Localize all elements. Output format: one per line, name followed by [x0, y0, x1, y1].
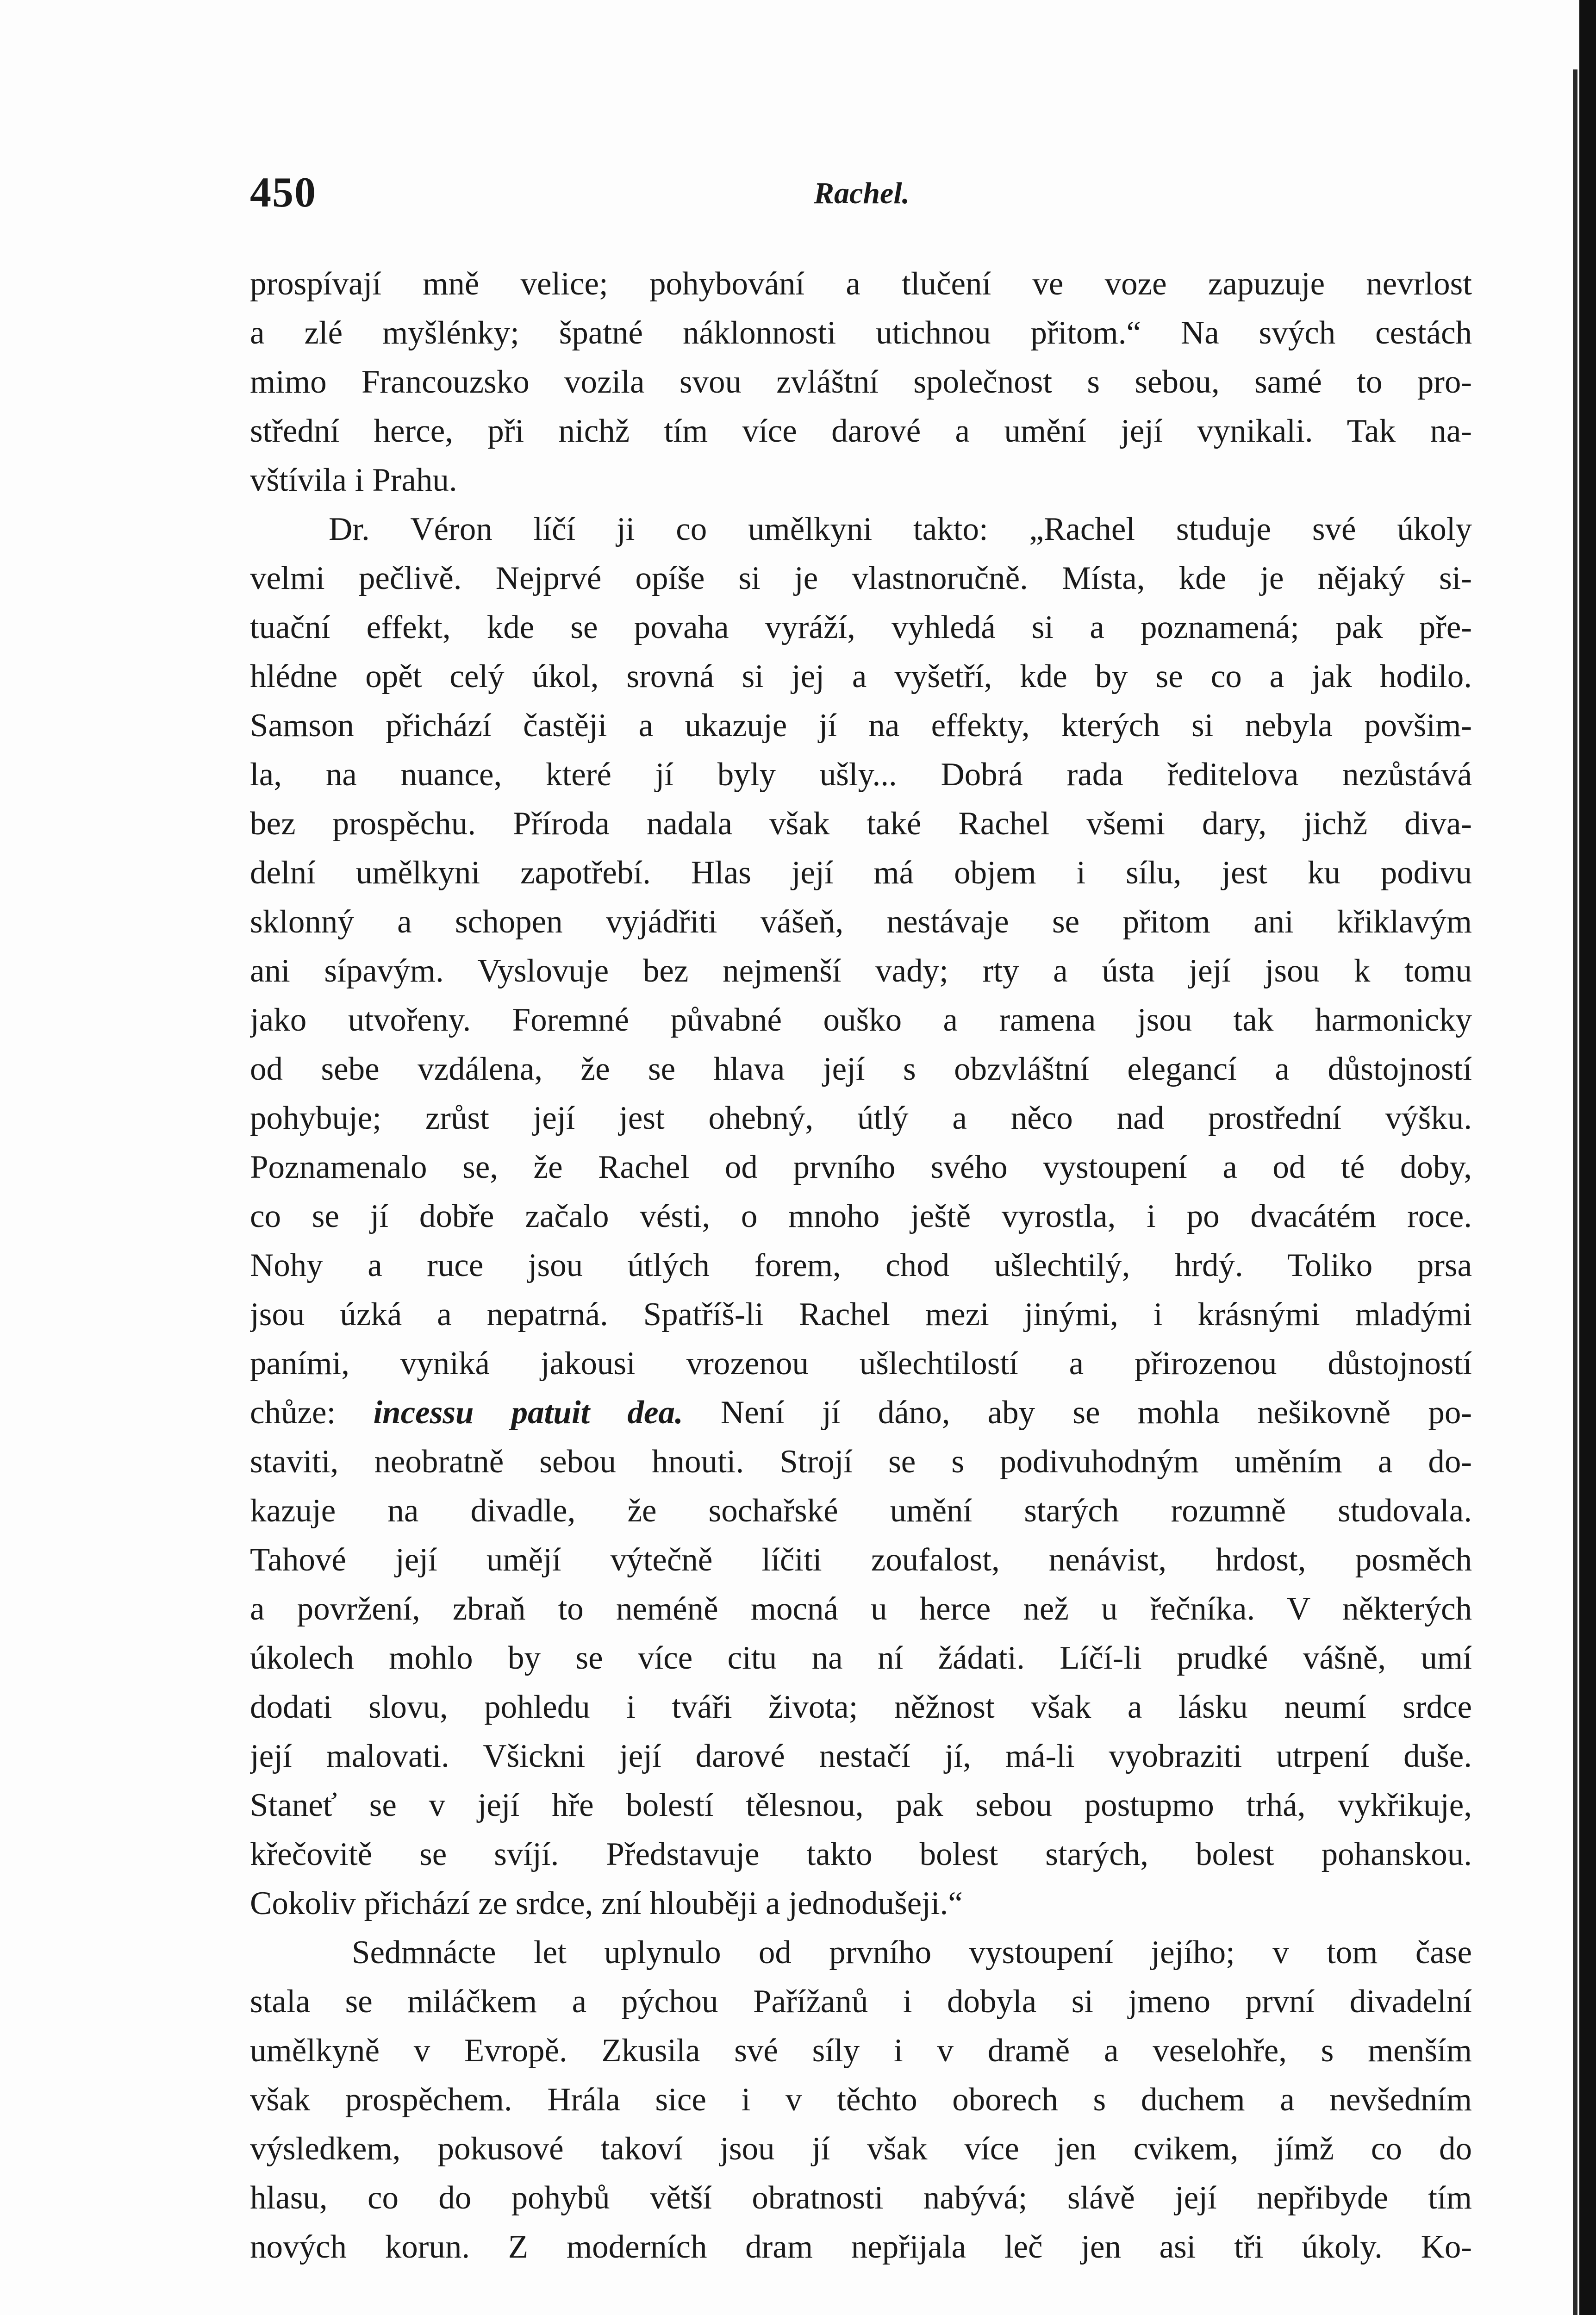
text-line: Cokoliv přichází ze srdce, zní hlouběji a jednodušeji.“ — [250, 1885, 963, 1921]
text-line: sklonný a schopen vyjádřiti vášeň, nestávaje se přitom ani křiklavým — [250, 904, 1472, 940]
body-text — [250, 259, 1472, 2271]
text-line: jsou úzká a nepatrná. Spatříš-li Rachel mezi jinými, i krásnými mladými — [250, 1296, 1472, 1333]
text-line: Poznamenalo se, že Rachel od prvního svého vystoupení a od té doby, — [250, 1149, 1472, 1185]
text-segment: chůze: — [250, 1395, 374, 1431]
text-line: pohybuje; zrůst její jest ohebný, útlý a něco nad prostřední výšku. — [250, 1100, 1472, 1136]
text-line: jako utvořeny. Foremné půvabné ouško a ramena jsou tak harmonicky — [250, 1002, 1472, 1038]
text-line: Tahové její umějí výtečně líčiti zoufalost, nenávist, hrdost, posměch — [250, 1542, 1472, 1578]
page-number: 450 — [250, 169, 317, 216]
text-line: stala se miláčkem a pýchou Pařížanů i dobyla si jmeno první divadelní — [250, 1983, 1472, 2020]
text-line: kazuje na divadle, že sochařské umění starých rozumně studovala. — [250, 1493, 1472, 1529]
text-line: paními, vyniká jakousi vrozenou ušlechtilostí a přirozenou důstojností — [250, 1345, 1472, 1382]
text-line: její malovati. Všickni její darové nestačí jí, má-li vyobraziti utrpení duše. — [250, 1738, 1472, 1774]
text-line: prospívají mně velice; pohybování a tlučení ve voze zapuzuje nevrlost — [250, 266, 1472, 302]
page-edge-shadow — [1579, 0, 1596, 2315]
text-line: výsledkem, pokusové takoví jsou jí však více jen cvikem, jímž co do — [250, 2131, 1472, 2167]
text-line-latin-quote — [250, 1388, 1472, 1437]
text-line: křečovitě se svíjí. Představuje takto bolest starých, bolest pohanskou. — [250, 1836, 1472, 1872]
text-line: od sebe vzdálena, že se hlava její s obzvláštní elegancí a důstojností — [250, 1051, 1472, 1087]
text-line: a povržení, zbraň to neméně mocná u herce než u řečníka. V některých — [250, 1591, 1472, 1627]
text-line: Staneť se v její hře bolestí tělesnou, pak sebou postupmo trhá, vykřikuje, — [250, 1787, 1472, 1823]
page-header — [250, 167, 1472, 218]
text-line: a zlé myšlénky; špatné náklonnosti utichnou přitom.“ Na svých cestách — [250, 315, 1472, 351]
text-line: hlasu, co do pohybů větší obratnosti nabývá; slávě její nepřibyde tím — [250, 2180, 1472, 2216]
text-line: la, na nuance, které jí byly ušly... Dobrá rada ředitelova nezůstává — [250, 757, 1472, 793]
latin-quote: incessu patuit dea. — [373, 1395, 683, 1431]
text-line: nových korun. Z moderních dram nepřijala leč jen asi tři úkoly. Ko- — [250, 2229, 1472, 2265]
running-head: Rachel. — [814, 176, 910, 210]
page-edge-line — [1573, 69, 1577, 2315]
text-line: dodati slovu, pohledu i tváři života; něžnost však a lásku neumí srdce — [250, 1689, 1472, 1725]
text-line: vštívila i Prahu. — [250, 462, 457, 498]
text-line: bez prospěchu. Příroda nadala však také Rachel všemi dary, jichž diva- — [250, 806, 1472, 842]
text-line: co se jí dobře začalo vésti, o mnoho ještě vyrostla, i po dvacátém roce. — [250, 1198, 1472, 1234]
text-line: delní umělkyni zapotřebí. Hlas její má objem i sílu, jest ku podivu — [250, 855, 1472, 891]
text-line: umělkyně v Evropě. Zkusila své síly i v dramě a veselohře, s menším — [250, 2033, 1472, 2069]
text-line: tuační effekt, kde se povaha vyráží, vyhledá si a poznamená; pak pře- — [250, 609, 1472, 645]
text-line: střední herce, při nichž tím více darové a umění její vynikali. Tak na- — [250, 413, 1472, 449]
text-segment: Není jí dáno, aby se mohla nešikovně po- — [683, 1395, 1472, 1431]
text-line: mimo Francouzsko vozila svou zvláštní společnost s sebou, samé to pro- — [250, 364, 1472, 400]
text-line: staviti, neobratně sebou hnouti. Strojí se s podivuhodným uměním a do- — [250, 1444, 1472, 1480]
text-line: Sedmnácte let uplynulo od prvního vystoupení jejího; v tom čase — [352, 1934, 1472, 1971]
text-line: úkolech mohlo by se více citu na ní žádati. Líčí-li prudké vášně, umí — [250, 1640, 1472, 1676]
text-line: Nohy a ruce jsou útlých forem, chod ušlechtilý, hrdý. Toliko prsa — [250, 1247, 1472, 1283]
text-line: hlédne opět celý úkol, srovná si jej a vyšetří, kde by se co a jak hodilo. — [250, 658, 1472, 694]
text-line: Samson přichází častěji a ukazuje jí na effekty, kterých si nebyla povšim- — [250, 707, 1472, 744]
text-line: ani sípavým. Vyslovuje bez nejmenší vady; rty a ústa její jsou k tomu — [250, 953, 1472, 989]
text-line: však prospěchem. Hrála sice i v těchto oborech s duchem a nevšedním — [250, 2082, 1472, 2118]
text-line: velmi pečlivě. Nejprvé opíše si je vlastnoručně. Místa, kde je nějaký si- — [250, 560, 1472, 596]
text-line: Dr. Véron líčí ji co umělkyni takto: „Rachel studuje své úkoly — [329, 511, 1472, 547]
